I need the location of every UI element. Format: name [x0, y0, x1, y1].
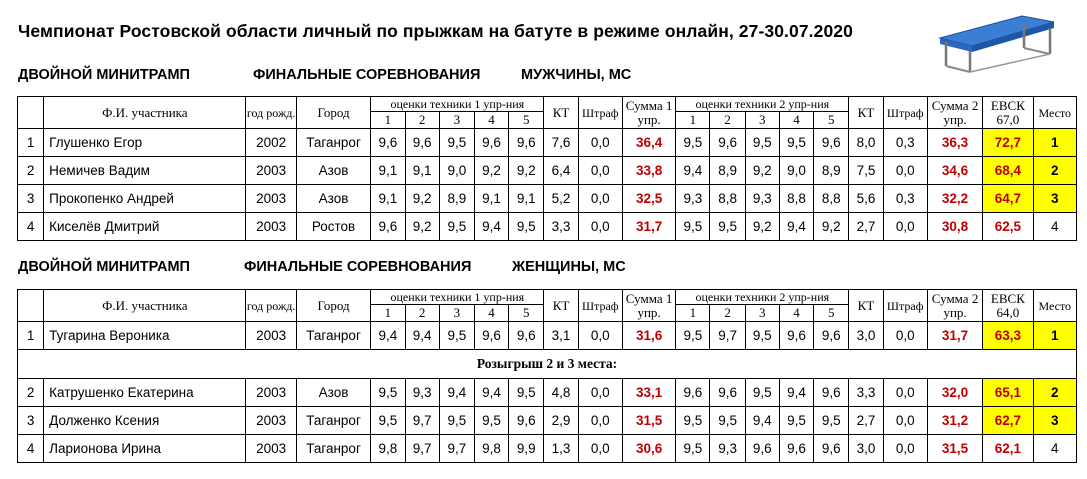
city: Таганрог — [296, 322, 370, 350]
tech-score-2: 9,3 — [676, 185, 710, 213]
place: 4 — [1033, 435, 1076, 463]
tech-score-1: 9,4 — [474, 213, 508, 241]
tech-score-2: 9,7 — [710, 322, 745, 350]
city: Таганрог — [296, 129, 370, 157]
tech-score-1: 9,5 — [509, 379, 544, 407]
judge-number-5: 5 — [814, 305, 849, 322]
penalty-1: 0,0 — [578, 157, 622, 185]
athlete-name: Ларионова Ирина — [44, 435, 246, 463]
city: Таганрог — [296, 407, 370, 435]
tech-score-1: 9,6 — [371, 129, 405, 157]
row-number: 2 — [18, 157, 44, 185]
judge-number-4: 4 — [779, 305, 813, 322]
results-table-women — [17, 289, 1077, 463]
judge-number-2: 2 — [710, 112, 745, 129]
tech-score-2: 9,6 — [710, 379, 745, 407]
sum-score-2: 31,2 — [927, 407, 982, 435]
judge-number-5: 5 — [814, 112, 849, 129]
athlete-name: Прокопенко Андрей — [44, 185, 246, 213]
sum-score-2: 30,8 — [927, 213, 982, 241]
athlete-name: Катрушенко Екатерина — [44, 379, 246, 407]
tech-score-1: 9,2 — [405, 213, 439, 241]
judge-number-3: 3 — [745, 112, 779, 129]
tech-score-1: 9,2 — [405, 185, 439, 213]
page-title: Чемпионат Ростовской области личный по прыжкам на батуте в режиме онлайн, 27-30.07.2020 — [18, 21, 853, 41]
header-evsk: ЕВСК 64,0 — [983, 290, 1033, 322]
kt-score-2: 3,3 — [849, 379, 883, 407]
tech-score-2: 9,5 — [676, 322, 710, 350]
judge-number-5: 5 — [509, 112, 544, 129]
tech-score-2: 9,5 — [745, 129, 779, 157]
sum-score-1: 32,5 — [622, 185, 675, 213]
header-kt2: КТ — [849, 290, 883, 322]
birth-year: 2003 — [246, 379, 296, 407]
tech-score-1: 9,1 — [405, 157, 439, 185]
tech-score-2: 9,6 — [779, 322, 813, 350]
tech-score-2: 9,2 — [745, 157, 779, 185]
tech-score-1: 9,5 — [509, 213, 544, 241]
sum-score-1: 31,6 — [622, 322, 675, 350]
city: Таганрог — [296, 435, 370, 463]
tech-score-2: 9,6 — [710, 129, 745, 157]
penalty-2: 0,0 — [883, 322, 927, 350]
judge-number-3: 3 — [439, 112, 474, 129]
birth-year: 2003 — [246, 407, 296, 435]
judge-number-1: 1 — [371, 112, 405, 129]
header-name: Ф.И. участника — [44, 290, 246, 322]
penalty-2: 0,0 — [883, 435, 927, 463]
tech-score-1: 9,1 — [371, 185, 405, 213]
total-score: 63,3 — [983, 322, 1033, 350]
table-row — [18, 322, 1077, 350]
athlete-name: Тугарина Вероника — [44, 322, 246, 350]
kt-score-2: 3,0 — [849, 435, 883, 463]
city: Азов — [296, 379, 370, 407]
table-row — [18, 157, 1077, 185]
total-score: 68,4 — [983, 157, 1033, 185]
kt-score-1: 4,8 — [544, 379, 578, 407]
athlete-name: Глушенко Егор — [44, 129, 246, 157]
category-label: ЖЕНЩИНЫ, МС — [512, 259, 626, 275]
tech-score-1: 9,6 — [509, 407, 544, 435]
sum-score-1: 33,8 — [622, 157, 675, 185]
tech-score-1: 9,9 — [509, 435, 544, 463]
penalty-2: 0,0 — [883, 379, 927, 407]
header-name: Ф.И. участника — [44, 97, 246, 129]
tech-score-2: 8,9 — [710, 157, 745, 185]
penalty-1: 0,0 — [578, 185, 622, 213]
kt-score-2: 8,0 — [849, 129, 883, 157]
sum-score-1: 31,5 — [622, 407, 675, 435]
tech-score-1: 9,0 — [439, 157, 474, 185]
sum-score-2: 32,0 — [927, 379, 982, 407]
place: 4 — [1033, 213, 1076, 241]
header-kt2: КТ — [849, 97, 883, 129]
kt-score-1: 3,1 — [544, 322, 578, 350]
tech-score-2: 9,5 — [710, 213, 745, 241]
table-body — [18, 129, 1077, 241]
row-number: 2 — [18, 379, 44, 407]
tech-score-2: 9,6 — [814, 322, 849, 350]
birth-year: 2003 — [246, 157, 296, 185]
total-score: 64,7 — [983, 185, 1033, 213]
judge-number-2: 2 — [710, 305, 745, 322]
penalty-1: 0,0 — [578, 213, 622, 241]
tech-score-2: 9,2 — [814, 213, 849, 241]
discipline-label: ДВОЙНОЙ МИНИТРАМП — [18, 67, 190, 83]
tech-score-1: 9,4 — [405, 322, 439, 350]
kt-score-2: 2,7 — [849, 213, 883, 241]
tech-score-2: 8,8 — [710, 185, 745, 213]
total-score: 72,7 — [983, 129, 1033, 157]
tech-score-2: 9,6 — [814, 435, 849, 463]
tech-score-2: 8,9 — [814, 157, 849, 185]
table-row — [18, 407, 1077, 435]
judge-number-4: 4 — [474, 112, 508, 129]
tech-score-2: 9,3 — [710, 435, 745, 463]
place: 2 — [1033, 157, 1076, 185]
kt-score-1: 2,9 — [544, 407, 578, 435]
city: Азов — [296, 157, 370, 185]
sum-score-2: 32,2 — [927, 185, 982, 213]
tech-score-1: 9,5 — [474, 407, 508, 435]
penalty-2: 0,3 — [883, 129, 927, 157]
place: 1 — [1033, 129, 1076, 157]
sum-score-2: 34,6 — [927, 157, 982, 185]
table-body — [18, 322, 1077, 463]
playoff-label: Розыгрыш 2 и 3 места: — [18, 350, 1077, 379]
tech-score-1: 9,4 — [439, 379, 474, 407]
kt-score-2: 7,5 — [849, 157, 883, 185]
tech-score-2: 9,6 — [745, 435, 779, 463]
tech-score-1: 9,7 — [405, 435, 439, 463]
row-number: 1 — [18, 322, 44, 350]
tech-score-1: 9,1 — [474, 185, 508, 213]
header-tech2: оценки техники 2 упр-ния — [676, 290, 849, 305]
kt-score-2: 3,0 — [849, 322, 883, 350]
tech-score-1: 9,4 — [474, 379, 508, 407]
tech-score-1: 9,2 — [474, 157, 508, 185]
penalty-1: 0,0 — [578, 407, 622, 435]
athlete-name: Немичев Вадим — [44, 157, 246, 185]
header-city: Город — [296, 97, 370, 129]
tech-score-1: 9,5 — [439, 322, 474, 350]
table-row — [18, 129, 1077, 157]
tech-score-1: 9,8 — [474, 435, 508, 463]
judge-number-5: 5 — [509, 305, 544, 322]
total-score: 62,7 — [983, 407, 1033, 435]
athlete-name: Долженко Ксения — [44, 407, 246, 435]
judge-number-2: 2 — [405, 112, 439, 129]
discipline-label: ДВОЙНОЙ МИНИТРАМП — [18, 259, 190, 275]
judge-number-3: 3 — [745, 305, 779, 322]
tech-score-2: 9,5 — [676, 129, 710, 157]
header-tech1: оценки техники 1 упр-ния — [371, 290, 544, 305]
tech-score-2: 9,0 — [779, 157, 813, 185]
tech-score-2: 9,6 — [779, 435, 813, 463]
tech-score-1: 9,5 — [371, 407, 405, 435]
penalty-1: 0,0 — [578, 129, 622, 157]
penalty-2: 0,0 — [883, 407, 927, 435]
tech-score-2: 9,5 — [676, 435, 710, 463]
header-place: Место — [1033, 97, 1076, 129]
tech-score-1: 9,6 — [405, 129, 439, 157]
header-penalty2: Штраф — [883, 290, 927, 322]
penalty-2: 0,0 — [883, 157, 927, 185]
tech-score-2: 9,4 — [745, 407, 779, 435]
kt-score-2: 2,7 — [849, 407, 883, 435]
header-penalty2: Штраф — [883, 97, 927, 129]
judge-number-1: 1 — [676, 112, 710, 129]
header-place: Место — [1033, 290, 1076, 322]
table-head — [18, 290, 1077, 322]
place: 3 — [1033, 185, 1076, 213]
kt-score-1: 6,4 — [544, 157, 578, 185]
tech-score-1: 8,9 — [439, 185, 474, 213]
tech-score-1: 9,6 — [371, 213, 405, 241]
total-score: 62,5 — [983, 213, 1033, 241]
sum-score-2: 31,7 — [927, 322, 982, 350]
sum-score-2: 36,3 — [927, 129, 982, 157]
results-table-men — [17, 96, 1077, 241]
header-num — [18, 290, 44, 322]
tech-score-2: 9,5 — [676, 213, 710, 241]
tech-score-1: 9,3 — [405, 379, 439, 407]
tech-score-1: 9,1 — [371, 157, 405, 185]
tech-score-2: 9,5 — [814, 407, 849, 435]
place: 1 — [1033, 322, 1076, 350]
tech-score-2: 9,5 — [779, 129, 813, 157]
sum-score-1: 36,4 — [622, 129, 675, 157]
tech-score-2: 9,3 — [745, 185, 779, 213]
sum-score-1: 30,6 — [622, 435, 675, 463]
stage-label: ФИНАЛЬНЫЕ СОРЕВНОВАНИЯ — [244, 259, 472, 275]
tech-score-2: 9,5 — [710, 407, 745, 435]
header-evsk: ЕВСК 67,0 — [983, 97, 1033, 129]
row-number: 1 — [18, 129, 44, 157]
tech-score-1: 9,6 — [474, 322, 508, 350]
header-sum1: Сумма 1 упр. — [622, 290, 675, 322]
header-tech2: оценки техники 2 упр-ния — [676, 97, 849, 112]
header-kt1: КТ — [544, 290, 578, 322]
table-row — [18, 185, 1077, 213]
tech-score-2: 9,5 — [745, 322, 779, 350]
birth-year: 2003 — [246, 435, 296, 463]
city: Азов — [296, 185, 370, 213]
tech-score-2: 9,5 — [676, 407, 710, 435]
birth-year: 2003 — [246, 213, 296, 241]
tech-score-1: 9,2 — [509, 157, 544, 185]
judge-number-3: 3 — [439, 305, 474, 322]
tech-score-1: 9,5 — [439, 407, 474, 435]
tech-score-2: 9,6 — [814, 379, 849, 407]
tech-score-1: 9,6 — [509, 129, 544, 157]
tech-score-1: 9,5 — [371, 379, 405, 407]
table-row — [18, 213, 1077, 241]
tech-score-2: 9,4 — [676, 157, 710, 185]
header-num — [18, 97, 44, 129]
tech-score-1: 9,6 — [509, 322, 544, 350]
judge-number-4: 4 — [474, 305, 508, 322]
judge-number-1: 1 — [371, 305, 405, 322]
row-number: 4 — [18, 435, 44, 463]
penalty-2: 0,0 — [883, 213, 927, 241]
tech-score-2: 9,6 — [676, 379, 710, 407]
judge-number-2: 2 — [405, 305, 439, 322]
tech-score-1: 9,8 — [371, 435, 405, 463]
tech-score-1: 9,1 — [509, 185, 544, 213]
kt-score-1: 5,2 — [544, 185, 578, 213]
tech-score-1: 9,4 — [371, 322, 405, 350]
tech-score-2: 9,4 — [779, 213, 813, 241]
tech-score-1: 9,5 — [439, 213, 474, 241]
penalty-1: 0,0 — [578, 435, 622, 463]
tech-score-2: 8,8 — [814, 185, 849, 213]
sum-score-2: 31,5 — [927, 435, 982, 463]
table-head — [18, 97, 1077, 129]
sum-score-1: 31,7 — [622, 213, 675, 241]
kt-score-1: 1,3 — [544, 435, 578, 463]
sum-score-1: 33,1 — [622, 379, 675, 407]
header-tech1: оценки техники 1 упр-ния — [371, 97, 544, 112]
place: 3 — [1033, 407, 1076, 435]
tech-score-2: 9,6 — [814, 129, 849, 157]
birth-year: 2002 — [246, 129, 296, 157]
tech-score-1: 9,6 — [474, 129, 508, 157]
total-score: 62,1 — [983, 435, 1033, 463]
header-sum1: Сумма 1 упр. — [622, 97, 675, 129]
athlete-name: Киселёв Дмитрий — [44, 213, 246, 241]
double-minitrampoline-icon — [932, 8, 1062, 76]
stage-label: ФИНАЛЬНЫЕ СОРЕВНОВАНИЯ — [253, 67, 481, 83]
header-penalty1: Штраф — [578, 97, 622, 129]
tech-score-2: 9,5 — [745, 379, 779, 407]
kt-score-2: 5,6 — [849, 185, 883, 213]
header-kt1: КТ — [544, 97, 578, 129]
playoff-row — [18, 350, 1077, 379]
table-row — [18, 435, 1077, 463]
header-year: год рожд. — [246, 97, 296, 129]
tech-score-1: 9,7 — [405, 407, 439, 435]
header-sum2: Сумма 2 упр. — [927, 290, 982, 322]
tech-score-2: 9,5 — [779, 407, 813, 435]
place: 2 — [1033, 379, 1076, 407]
kt-score-1: 3,3 — [544, 213, 578, 241]
header-city: Город — [296, 290, 370, 322]
tech-score-2: 8,8 — [779, 185, 813, 213]
penalty-2: 0,3 — [883, 185, 927, 213]
table-row — [18, 379, 1077, 407]
judge-number-4: 4 — [779, 112, 813, 129]
category-label: МУЖЧИНЫ, МС — [521, 67, 632, 83]
tech-score-1: 9,5 — [439, 129, 474, 157]
header-sum2: Сумма 2 упр. — [927, 97, 982, 129]
birth-year: 2003 — [246, 185, 296, 213]
row-number: 4 — [18, 213, 44, 241]
total-score: 65,1 — [983, 379, 1033, 407]
row-number: 3 — [18, 407, 44, 435]
tech-score-2: 9,2 — [745, 213, 779, 241]
kt-score-1: 7,6 — [544, 129, 578, 157]
header-year: год рожд. — [246, 290, 296, 322]
penalty-1: 0,0 — [578, 322, 622, 350]
penalty-1: 0,0 — [578, 379, 622, 407]
city: Ростов — [296, 213, 370, 241]
tech-score-2: 9,4 — [779, 379, 813, 407]
header-penalty1: Штраф — [578, 290, 622, 322]
row-number: 3 — [18, 185, 44, 213]
judge-number-1: 1 — [676, 305, 710, 322]
birth-year: 2003 — [246, 322, 296, 350]
tech-score-1: 9,7 — [439, 435, 474, 463]
